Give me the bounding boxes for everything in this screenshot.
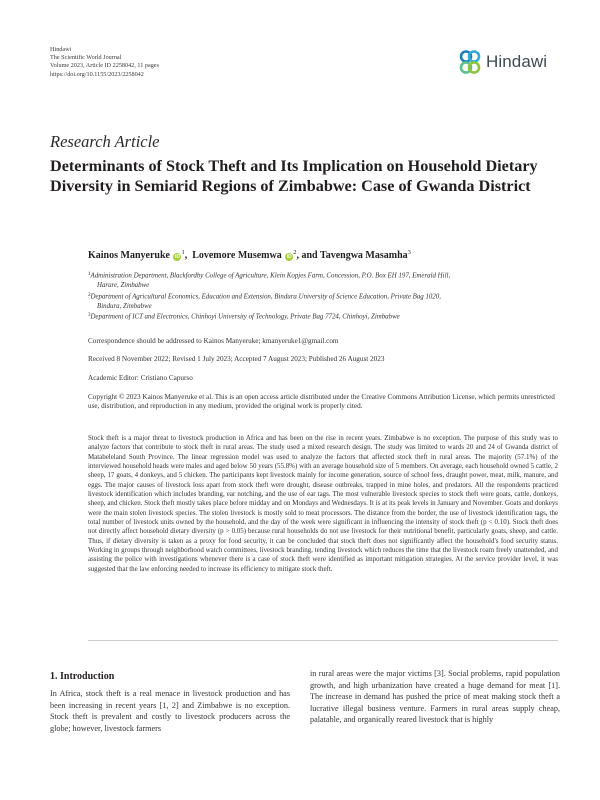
orcid-icon[interactable]: iD <box>286 254 292 260</box>
copyright-notice: Copyright © 2023 Kainos Manyeruke et al. This is an open access article distributed under the Creative Commons Attribution License, which permits unrestricted use, distribution, and reproduction in any medium, provided the original work is properly cited. <box>88 393 555 411</box>
author-separator: , and <box>296 250 318 261</box>
journal-meta <box>50 46 159 79</box>
doi-link[interactable]: https://doi.org/10.1155/2023/2258042 <box>50 70 144 78</box>
abstract: Stock theft is a major threat to livestock production in Africa and has been on the rise in recent years. Zimbabwe is no exception. The purpose of this study was to analyze factors that contribute to stock theft in rural areas. The study used a mixed research design. The study was limited to wards 20 and 24 of Gwanda district of Matabeleland South Province. The linear regression model was used to analyze the factors that affected stock theft in rural areas. The majority (57.1%) of the interviewed household heads were males and aged below 50 years (55.8%) with an average household size of 5 members. On average, each household owned 5 cattle, 2 sheep, 17 goats, 4 donkeys, and 5 chicken. The participants kept livestock mainly for income generation, source of school fees, draught power, meat, milk, manure, and eggs. The major causes of livestock loss apart from stock theft were drought, disease outbreaks, trapped in mine holes, and predators. All the respondents practiced livestock identification which includes branding, ear notching, and the use of ear tags. The most vulnerable livestock species to stock theft were goats, cattle, donkeys, sheep, and chicken. Stock theft mostly takes place before midday and on Mondays and Wednesdays. It is at its peak levels in January and November. Goats and donkeys were the main stolen livestock species. The stolen livestock is mostly sold to meat processors. The distance from the border, the use of livestock identification tags, the total number of livestock units owned by the household, and the day of the week were significant in influencing the intensity of stock theft (p < 0.10). Stock theft does not directly affect household dietary diversity (p > 0.05) because rural households do not use livestock for their nutritional benefit, particularly goats, sheep, and cattle. Thus, if dietary diversity is taken as a proxy for food security, it can be concluded that stock theft does not significantly affect the household's food security status. Working in groups through neighborhood watch committees, livestock branding, tending livestock which reduces the time that the livestock roam freely unattended, and assisting the police with investigations whenever there is a case of stock theft were identified as important mitigation strategies. At the service provider level, it was suggested that the law enforcing needed to increase its efficiency to mitigate stock theft. <box>88 434 558 573</box>
logo-text: Hindawi <box>486 52 548 71</box>
publication-dates: Received 8 November 2022; Revised 1 July 2023; Accepted 7 August 2023; Published 26 August 2023 <box>88 355 385 363</box>
author-list <box>88 249 411 261</box>
hindawi-logo-icon <box>457 50 483 74</box>
body-column-left: In Africa, stock theft is a real menace in livestock production and has been increasing in recent years [1, 2] and Zimbabwe is no exception. Stock theft is prevalent and costly to livestock producers across the globe; however, livestock farmers <box>50 689 290 733</box>
hindawi-logo <box>457 50 547 74</box>
affiliation-sup: 2 <box>88 292 91 298</box>
affiliations <box>88 270 558 322</box>
body-column-right: in rural areas were the major victims [3]. Social problems, rapid population growth, and high urbanization have created a huge demand for meat [1]. The increase in demand has pushed the price of meat making stock theft a lucrative illegal business venture. Farmers in rural areas supply cheap, palatable, and organically reared livestock that is highly <box>310 669 560 724</box>
author-sup: 1 <box>181 249 185 256</box>
affiliation-item <box>88 270 558 291</box>
author-name[interactable]: Tavengwa Masamha <box>319 250 408 261</box>
volume-line: Volume 2023, Article ID 2258042, 11 pages <box>50 62 159 70</box>
affiliation-sup: 3 <box>88 313 91 319</box>
affiliation-item <box>88 311 558 322</box>
publisher-name: Hindawi <box>50 46 72 53</box>
article-type: Research Article <box>50 132 160 151</box>
affiliation-text-cont: Bindura, Zimbabwe <box>97 302 152 310</box>
author-sup: 3 <box>407 249 411 256</box>
affiliation-text: Department of ICT and Electronics, Chinhoyi University of Technology, Private Bag 7724, Chinhoyi, Zimbabwe <box>90 313 400 321</box>
affiliation-text: Department of Agricultural Economics, Education and Extension, Bindura University of Science Education, Private Bag 1020, <box>90 293 441 301</box>
section-divider <box>88 640 558 641</box>
author-name[interactable]: Lovemore Musemwa <box>192 250 282 261</box>
journal-name: The Scientific World Journal <box>50 54 122 62</box>
correspondence: Correspondence should be addressed to Kainos Manyeruke; kmanyeruke1@gmail.com <box>88 337 339 345</box>
affiliation-sup: 1 <box>88 272 91 277</box>
affiliation-text-cont: Harare, Zimbabwe <box>97 282 150 290</box>
academic-editor: Academic Editor: Cristiano Capurso <box>88 374 193 382</box>
author-separator: , <box>184 250 188 261</box>
affiliation-item <box>88 291 558 312</box>
article-title: Determinants of Stock Theft and Its Implication on Household Dietary Diversity in Semiarid Regions of Zimbabwe: Case of Gwanda District <box>50 157 538 195</box>
orcid-icon[interactable]: iD <box>174 254 180 260</box>
author-sup: 2 <box>293 249 297 256</box>
section-heading: 1. Introduction <box>50 671 115 682</box>
affiliation-text: Administration Department, Blackfordby College of Agriculture, Klein Kopjes Farm, Concession, P.O. Box EH 197, Emerald Hill, <box>90 272 451 280</box>
author-name[interactable]: Kainos Manyeruke <box>88 250 170 261</box>
